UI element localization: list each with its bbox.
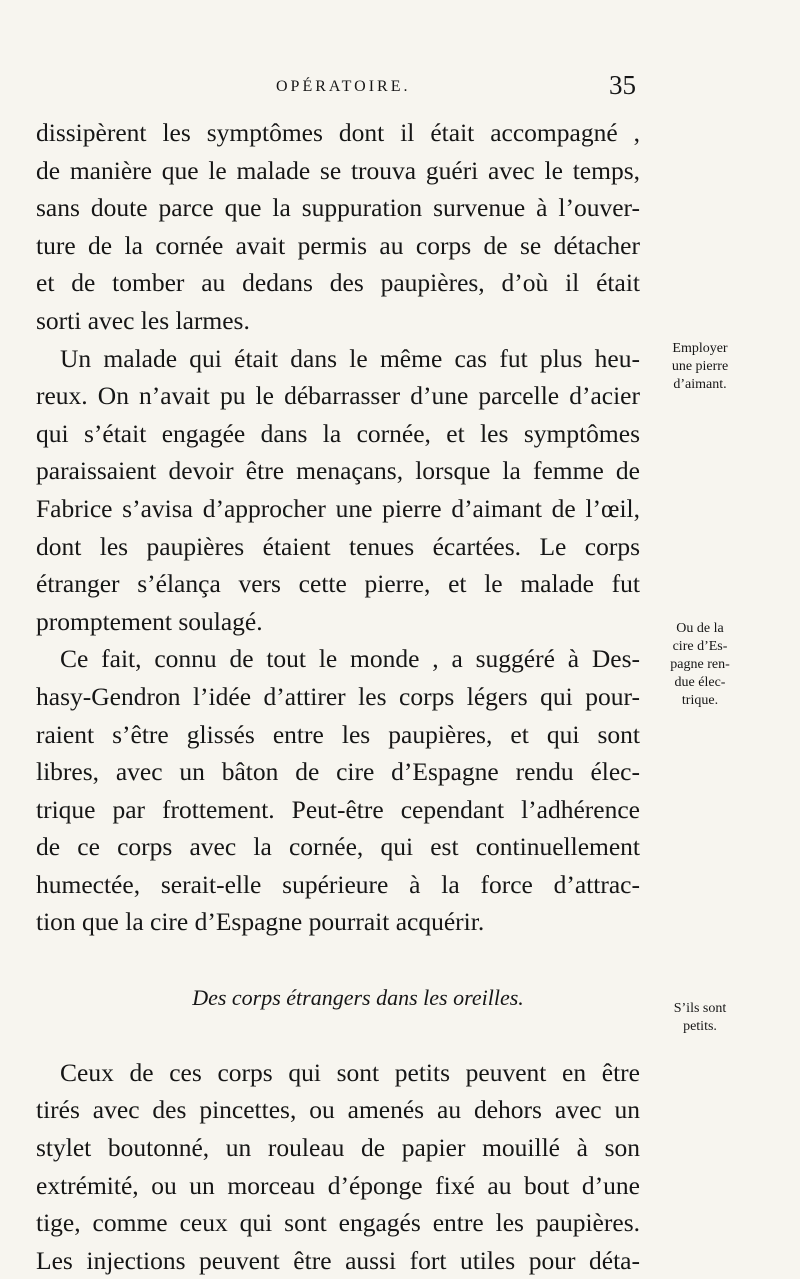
text-line: Ce fait, connu de tout le monde , a suggéré à Des- [60, 644, 640, 674]
text-line: qui s’était engagée dans la cornée, et les symptômes [36, 418, 640, 448]
text-line: tion que la cire d’Espagne pourrait acquérir. [36, 907, 485, 937]
margin-note-petits [650, 1000, 750, 1036]
margin-note-line: S’ils sont [673, 1001, 727, 1016]
text-line: de manière que le malade se trouva guéri avec le temps, [36, 155, 640, 185]
text-line: extrémité, ou un morceau d’éponge fixé au bout d’une [36, 1170, 640, 1200]
text-line: Un malade qui était dans le même cas fut plus heu- [60, 343, 640, 373]
text-line: dont les paupières étaient tenues écartées. Le corps [36, 531, 640, 561]
margin-note-line: trique. [681, 693, 719, 708]
page-header [36, 72, 636, 108]
text-line: sorti avec les larmes. [36, 305, 250, 335]
section-heading: Des corps étrangers dans les oreilles. [192, 984, 524, 1010]
text-line: raient s’être glissés entre les paupières, et qui sont [36, 719, 640, 749]
text-line: Fabrice s’avisa d’approcher une pierre d’aimant de l’œil, [36, 493, 640, 523]
text-line: de ce corps avec la cornée, qui est continuellement [36, 832, 640, 862]
text-line: sans doute parce que la suppuration survenue à l’ouver- [36, 193, 640, 223]
text-line: libres, avec un bâton de cire d’Espagne rendu élec- [36, 757, 640, 787]
text-line: étranger s’élança vers cette pierre, et le malade fut [36, 569, 640, 599]
blank-line [36, 1016, 640, 1054]
body-text [36, 114, 640, 1279]
margin-note-line: Ou de la [676, 621, 724, 636]
margin-note-line: une pierre [671, 359, 729, 374]
text-line: Les injections peuvent être aussi fort utiles pour déta- [36, 1245, 640, 1275]
margin-note-line: d’aimant. [673, 377, 727, 392]
text-line: stylet boutonné, un rouleau de papier mouillé à son [36, 1133, 640, 1163]
text-line: dissipèrent les symptômes dont il était accompagné , [36, 118, 640, 147]
text-line: tige, comme ceux qui sont engagés entre les paupières. [36, 1208, 640, 1238]
running-title: OPÉRATOIRE. [276, 78, 411, 95]
text-line: ture de la cornée avait permis au corps de se détacher [36, 230, 640, 260]
text-line: trique par frottement. Peut-être cependant l’adhérence [36, 794, 640, 824]
margin-note-line: petits. [683, 1019, 717, 1034]
margin-note-cire [650, 620, 750, 710]
page-number: 35 [609, 70, 636, 100]
text-line: hasy-Gendron l’idée d’attirer les corps légers qui pour- [36, 681, 640, 711]
blank-line [36, 941, 640, 979]
text-line: Ceux de ces corps qui sont petits peuvent en être [60, 1057, 640, 1087]
text-line: paraissaient devoir être menaçans, lorsque la femme de [36, 456, 640, 486]
margin-note-aimant [650, 340, 750, 394]
margin-note-line: pagne ren- [670, 657, 730, 672]
margin-note-line: Employer [672, 341, 728, 356]
margin-note-line: cire d’Es- [672, 639, 728, 654]
text-line: reux. On n’avait pu le débarrasser d’une parcelle d’acier [36, 381, 640, 411]
text-line: et de tomber au dedans des paupières, d’où il était [36, 268, 640, 298]
text-line: promptement soulagé. [36, 606, 263, 636]
margin-note-line: due élec- [674, 675, 726, 690]
text-line: tirés avec des pincettes, ou amenés au dehors avec un [36, 1095, 640, 1125]
text-line: humectée, serait-elle supérieure à la force d’attrac- [36, 869, 640, 899]
